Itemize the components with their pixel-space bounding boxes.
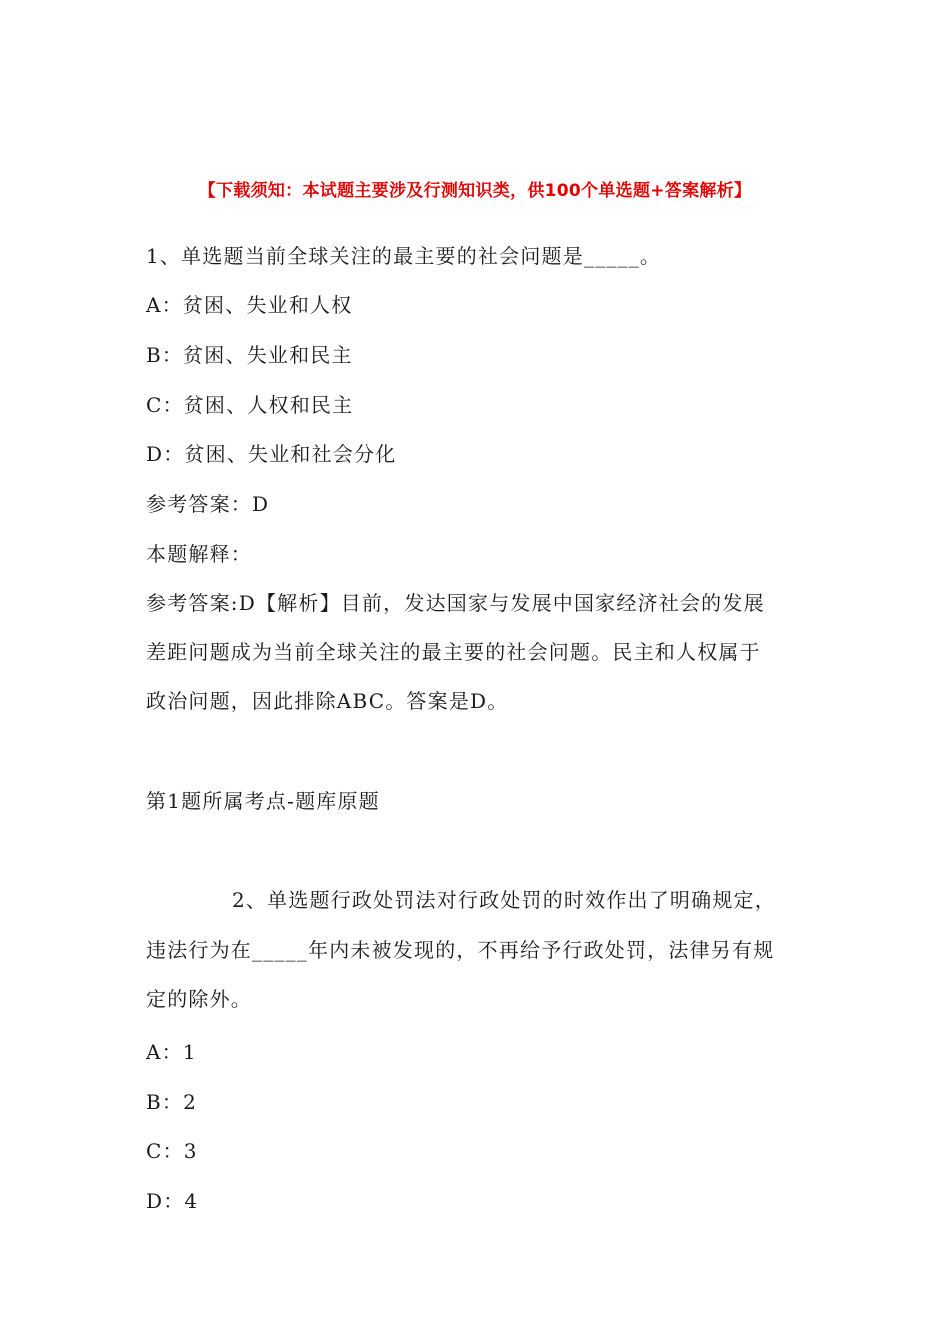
question-2-option-c: C：3 bbox=[146, 1139, 198, 1163]
question-2-option-b: B：2 bbox=[146, 1090, 198, 1114]
question-1-stem: 1、单选题当前全球关注的最主要的社会问题是_____。 bbox=[146, 244, 662, 268]
question-1-answer: 参考答案：D bbox=[146, 492, 270, 516]
question-2-option-d: D：4 bbox=[146, 1189, 199, 1213]
question-2-stem-line: 违法行为在_____年内未被发现的，不再给予行政处罚，法律另有规 bbox=[146, 938, 775, 962]
question-1-option-c: C：贫困、人权和民主 bbox=[146, 393, 354, 417]
question-1-explanation-line: 差距问题成为当前全球关注的最主要的社会问题。民主和人权属于 bbox=[146, 640, 761, 664]
question-1-option-a: A：贫困、失业和人权 bbox=[146, 293, 353, 317]
question-1-source: 第1题所属考点-题库原题 bbox=[146, 789, 380, 813]
question-1-option-b: B：贫困、失业和民主 bbox=[146, 343, 353, 367]
question-2-stem-line: 定的除外。 bbox=[146, 987, 252, 1011]
question-1-explanation-line: 政治问题，因此排除ABC。答案是D。 bbox=[146, 689, 509, 713]
question-1-option-d: D：贫困、失业和社会分化 bbox=[146, 442, 397, 466]
question-2-stem-line: 2、单选题行政处罚法对行政处罚的时效作出了明确规定， bbox=[232, 888, 776, 912]
download-notice: 【下载须知：本试题主要涉及行测知识类，供100个单选题+答案解析】 bbox=[198, 181, 752, 201]
question-2-option-a: A：1 bbox=[146, 1040, 197, 1064]
question-1-explanation-label: 本题解释： bbox=[146, 542, 252, 566]
question-1-explanation-line: 参考答案:D【解析】目前，发达国家与发展中国家经济社会的发展 bbox=[146, 591, 765, 615]
